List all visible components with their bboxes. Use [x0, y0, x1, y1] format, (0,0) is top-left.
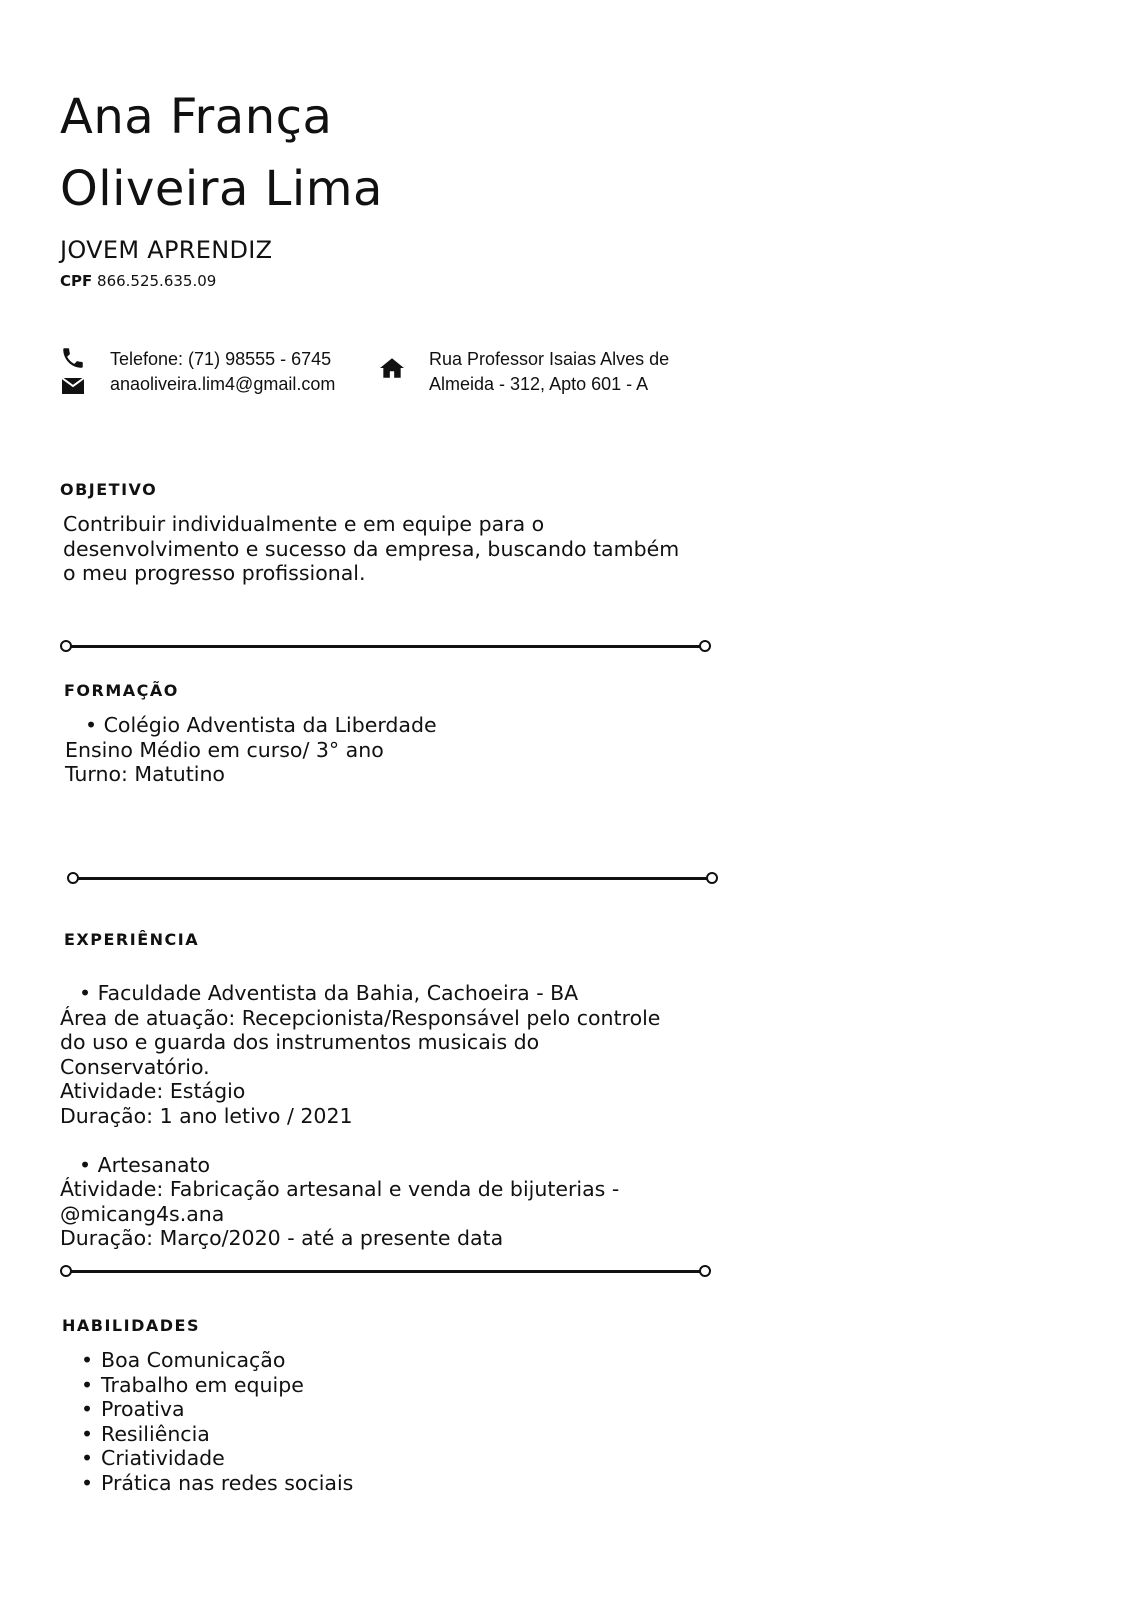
address-line-1: Rua Professor Isaias Alves de [429, 349, 670, 369]
cpf [60, 272, 216, 290]
skill-item: • Prática nas redes sociais [81, 1471, 353, 1496]
formacao-item: • Colégio Adventista da Liberdade [85, 713, 437, 737]
job-title: JOVEM APRENDIZ [60, 236, 273, 264]
address-line-2: Almeida - 312, Apto 601 - A [429, 374, 649, 394]
cpf-label: CPF [60, 272, 93, 290]
objetivo-line: Contribuir individualmente e em equipe para o [63, 512, 545, 536]
formacao-title: FORMAÇÃO [64, 681, 179, 700]
experiencia-text [60, 981, 660, 1251]
habilidades-title: HABILIDADES [62, 1316, 200, 1335]
skill-item: • Resiliência [81, 1422, 353, 1447]
skill-item: • Boa Comunicação [81, 1348, 353, 1373]
skill-item: • Criatividade [81, 1446, 353, 1471]
job-line: Área de atuação: Recepcionista/Responsável pelo controle [60, 1005, 661, 1030]
name-line-1: Ana França [60, 89, 333, 145]
email-icon [61, 374, 87, 400]
name-line-2: Oliveira Lima [60, 161, 383, 217]
job-line: Atividade: Estágio [60, 1079, 246, 1103]
job-line: do uso e guarda dos instrumentos musicais do [60, 1030, 540, 1054]
section-divider [60, 639, 711, 653]
job-title-2: Artesanato [97, 1152, 211, 1177]
formacao-text [65, 713, 437, 787]
job-item: • Artesanato [79, 1152, 211, 1177]
spacer [60, 1128, 660, 1153]
cpf-value: 866.525.635.09 [97, 272, 217, 290]
formacao-line: Turno: Matutino [65, 762, 225, 786]
job-title-1: Faculdade Adventista da Bahia, Cachoeira - BA [97, 981, 579, 1005]
experiencia-title: EXPERIÊNCIA [64, 930, 200, 949]
email-text: anaoliveira.lim4@gmail.com [110, 374, 336, 394]
section-divider [60, 1264, 711, 1278]
phone-text: Telefone: (71) 98555 - 6745 [110, 349, 332, 369]
job-line: Átividade: Fabricação artesanal e venda de bijuterias - [60, 1177, 620, 1201]
skill-item: • Proativa [81, 1397, 353, 1422]
contact-left [110, 347, 335, 397]
job-line: @micang4s.ana [60, 1201, 225, 1226]
formacao-school: Colégio Adventista da Liberdade [103, 713, 437, 737]
contact-address [429, 347, 669, 397]
habilidades-list [81, 1348, 353, 1495]
section-divider [67, 871, 718, 885]
objetivo-text [63, 512, 679, 586]
home-icon [379, 355, 405, 381]
job-line: Duração: Março/2020 - até a presente data [60, 1226, 504, 1250]
job-line: Conservatório. [60, 1054, 210, 1079]
objetivo-line: o meu progresso profissional. [63, 561, 366, 585]
phone-icon [60, 345, 86, 371]
objetivo-title: OBJETIVO [60, 480, 158, 499]
formacao-line: Ensino Médio em curso/ 3° ano [65, 737, 384, 762]
job-item: • Faculdade Adventista da Bahia, Cachoeira - BA [79, 981, 579, 1005]
objetivo-line: desenvolvimento e sucesso da empresa, buscando também [63, 536, 680, 561]
job-line: Duração: 1 ano letivo / 2021 [60, 1103, 353, 1128]
skill-item: • Trabalho em equipe [81, 1373, 353, 1398]
